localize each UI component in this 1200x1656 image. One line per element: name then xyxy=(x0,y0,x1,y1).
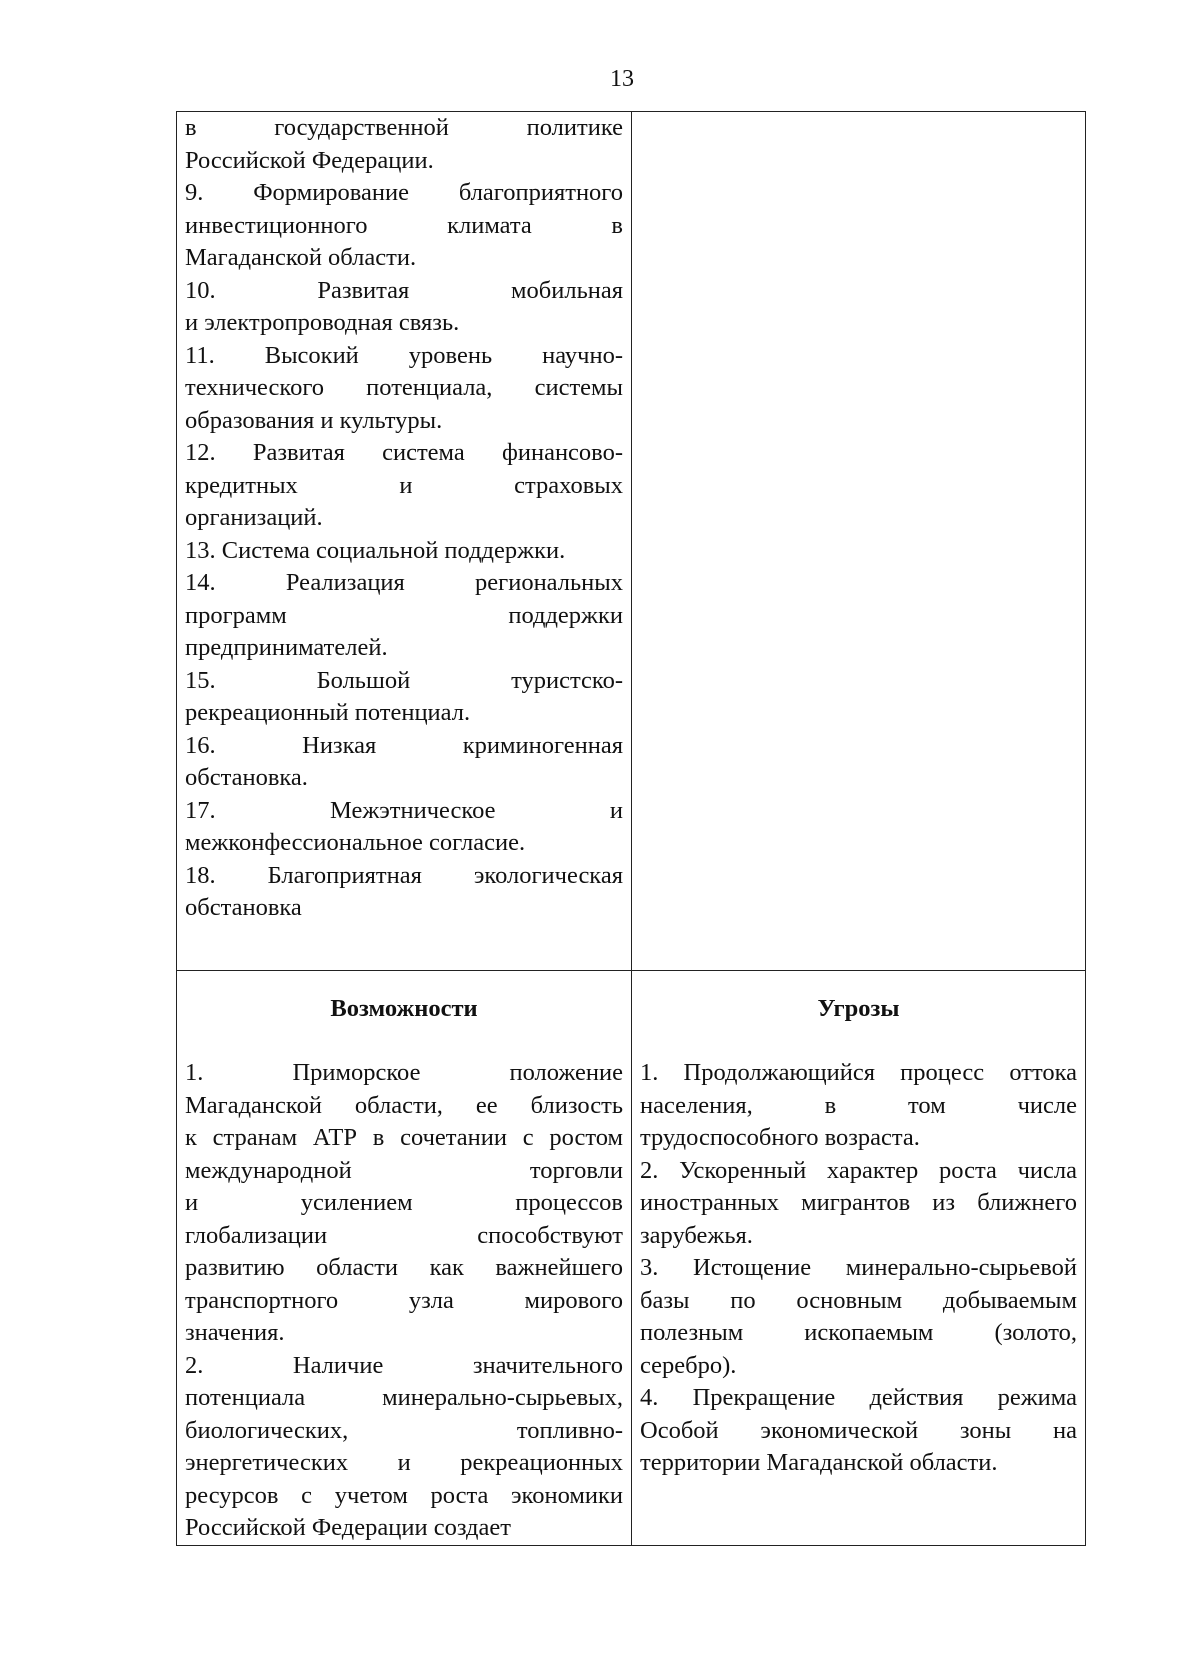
list-item-line: межконфессиональное согласие. xyxy=(185,829,526,856)
list-item-line: иностранных мигрантов из ближнего xyxy=(640,1189,1077,1216)
weaknesses-cell-empty xyxy=(632,112,1086,971)
list-item xyxy=(185,112,623,177)
list-item-line: 3. Истощение минерально-сырьевой xyxy=(640,1254,1077,1281)
list-item xyxy=(185,1057,623,1350)
list-item-line: 2. Ускоренный характер роста числа xyxy=(640,1156,1077,1184)
threats-list xyxy=(640,1057,1077,1480)
opportunities-cell xyxy=(177,971,632,1546)
list-item-line: 9. Формирование благоприятного xyxy=(185,179,623,206)
threats-cell xyxy=(632,971,1086,1546)
list-item xyxy=(185,437,623,535)
list-item-line: 10. Развитая мобильная xyxy=(185,276,623,304)
list-item-line: Особой экономической зоны на xyxy=(640,1416,1077,1444)
list-item-line: и электропроводная связь. xyxy=(185,309,460,336)
list-item-line: рекреационный потенциал. xyxy=(185,699,471,726)
strengths-cell xyxy=(177,112,632,971)
opportunities-list xyxy=(185,1057,623,1545)
list-item-line: программ поддержки xyxy=(185,601,623,629)
list-item-line: 4. Прекращение действия режима xyxy=(640,1384,1077,1411)
list-item-line: 1. Приморское положение xyxy=(185,1059,623,1086)
list-item xyxy=(640,1382,1077,1480)
list-item-line: 15. Большой туристско- xyxy=(185,666,623,694)
opportunities-threats-row xyxy=(177,971,1086,1546)
list-item xyxy=(185,275,623,340)
list-item-line: организаций. xyxy=(185,504,323,531)
list-item xyxy=(185,795,623,860)
list-item xyxy=(185,340,623,438)
list-item-line: полезным ископаемым (золото, xyxy=(640,1319,1077,1346)
list-item-line: кредитных и страховых xyxy=(185,471,623,499)
list-item xyxy=(640,1057,1077,1155)
list-item-line: серебро). xyxy=(640,1351,737,1379)
list-item-line: 16. Низкая криминогенная xyxy=(185,731,623,759)
list-item-line: инвестиционного климата в xyxy=(185,211,623,239)
list-item-line: в государственной политике xyxy=(185,114,623,141)
list-item-line: ресурсов с учетом роста экономики xyxy=(185,1481,623,1509)
list-item-line: транспортного узла мирового xyxy=(185,1286,623,1314)
list-item xyxy=(185,177,623,275)
list-item-line: 12. Развитая система финансово- xyxy=(185,439,623,466)
list-item-line: 14. Реализация региональных xyxy=(185,569,623,596)
list-item xyxy=(185,1350,623,1545)
list-item xyxy=(185,535,623,568)
list-item xyxy=(640,1252,1077,1382)
list-item-line: Российской Федерации. xyxy=(185,146,434,174)
list-item-line: Магаданской области, ее близость xyxy=(185,1091,623,1119)
list-item-line: 2. Наличие значительного xyxy=(185,1351,623,1379)
list-item-line: предпринимателей. xyxy=(185,634,388,661)
list-item-line: обстановка xyxy=(185,894,302,921)
list-item-line: потенциала минерально-сырьевых, xyxy=(185,1384,623,1411)
list-item-line: международной торговли xyxy=(185,1156,623,1184)
list-item-line: зарубежья. xyxy=(640,1221,753,1249)
list-item xyxy=(640,1155,1077,1253)
list-item-line: технического потенциала, системы xyxy=(185,374,623,401)
list-item-line: образования и культуры. xyxy=(185,406,443,434)
list-item xyxy=(185,665,623,730)
opportunities-heading: Возможности xyxy=(330,995,478,1022)
list-item-line: Магаданской области. xyxy=(185,244,417,271)
list-item-line: 13. Система социальной поддержки. xyxy=(185,536,566,564)
list-item-line: обстановка. xyxy=(185,764,308,791)
list-item-line: 11. Высокий уровень научно- xyxy=(185,341,623,369)
strengths-list xyxy=(185,112,623,925)
swot-table xyxy=(176,111,1086,1546)
list-item-line: биологических, топливно- xyxy=(185,1416,623,1444)
list-item-line: развитию области как важнейшего xyxy=(185,1254,623,1281)
list-item-line: и усилением процессов xyxy=(185,1189,623,1216)
list-item-line: к странам АТР в сочетании с ростом xyxy=(185,1124,623,1151)
list-item xyxy=(185,730,623,795)
list-item-line: значения. xyxy=(185,1319,285,1346)
list-item-line: 17. Межэтническое и xyxy=(185,796,623,824)
list-item-line: населения, в том числе xyxy=(640,1091,1077,1119)
list-item-line: трудоспособного возраста. xyxy=(640,1124,920,1151)
list-item-line: Российской Федерации создает xyxy=(185,1514,511,1541)
strengths-row xyxy=(177,112,1086,971)
list-item-line: 1. Продолжающийся процесс оттока xyxy=(640,1059,1077,1086)
list-item xyxy=(185,860,623,925)
list-item-line: 18. Благоприятная экологическая xyxy=(185,861,623,889)
page-number: 13 xyxy=(610,66,634,92)
list-item-line: территории Магаданской области. xyxy=(640,1449,998,1476)
list-item-line: глобализации способствуют xyxy=(185,1221,623,1249)
list-item-line: энергетических и рекреационных xyxy=(185,1449,623,1476)
list-item xyxy=(185,567,623,665)
threats-heading: Угрозы xyxy=(817,995,900,1022)
list-item-line: базы по основным добываемым xyxy=(640,1286,1077,1314)
